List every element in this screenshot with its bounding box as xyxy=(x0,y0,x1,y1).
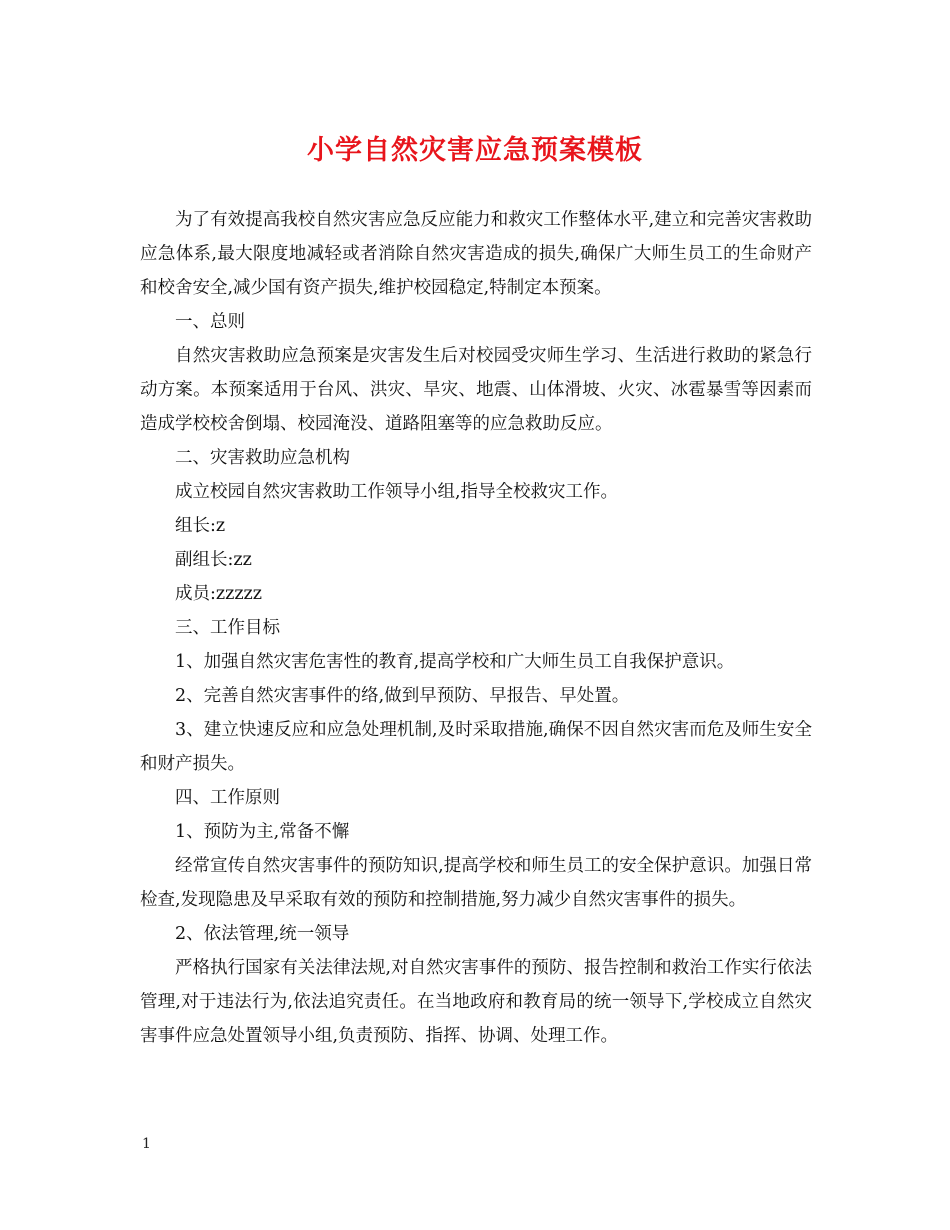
section-heading-organization: 二、灾害救助应急机构 xyxy=(175,448,350,468)
deputy-leader-line: 副组长:zz xyxy=(175,550,252,570)
principle-paragraph-1: 经常宣传自然灾害事件的预防知识,提高学校和师生员工的安全保护意识。加强日常检查,发现隐患及早采取有效的预防和控制措施,努力减少自然灾害事件的损失。 xyxy=(140,856,812,910)
paragraph-general: 自然灾害救助应急预案是灾害发生后对校园受灾师生学习、生活进行救助的紧急行动方案。本预案适用于台风、洪灾、旱灾、地震、山体滑坡、火灾、冰雹暴雪等因素而造成学校校舍倒塌、校园淹没、道路阻塞等的应急救助反应。 xyxy=(140,346,812,434)
leader-line: 组长:z xyxy=(175,516,226,536)
goal-item-3: 3、建立快速反应和应急处理机制,及时采取措施,确保不因自然灾害而危及师生安全和财产损失。 xyxy=(140,720,812,774)
section-heading-principles: 四、工作原则 xyxy=(175,788,280,808)
principle-paragraph-2: 严格执行国家有关法律法规,对自然灾害事件的预防、报告控制和救治工作实行依法管理,对于违法行为,依法追究责任。在当地政府和教育局的统一领导下,学校成立自然灾害事件应急处置领导小组,负责预防、指挥、协调、处理工作。 xyxy=(140,958,812,1046)
section-heading-general: 一、总则 xyxy=(175,312,245,332)
principle-heading-1: 1、预防为主,常备不懈 xyxy=(175,822,350,842)
section-heading-goals: 三、工作目标 xyxy=(175,618,280,638)
page-number: 1 xyxy=(142,1136,151,1152)
document-body xyxy=(140,203,812,1053)
paragraph-intro: 为了有效提高我校自然灾害应急反应能力和救灾工作整体水平,建立和完善灾害救助应急体系,最大限度地减轻或者消除自然灾害造成的损失,确保广大师生员工的生命财产和校舍安全,减少国有资产损失,维护校园稳定,特制定本预案。 xyxy=(140,210,812,298)
goal-item-1: 1、加强自然灾害危害性的教育,提高学校和广大师生员工自我保护意识。 xyxy=(175,652,735,672)
principle-heading-2: 2、依法管理,统一领导 xyxy=(175,924,350,944)
paragraph-organization: 成立校园自然灾害救助工作领导小组,指导全校救灾工作。 xyxy=(175,482,619,502)
members-line: 成员:zzzzz xyxy=(175,584,262,604)
document-title: 小学自然灾害应急预案模板 xyxy=(307,135,643,166)
goal-item-2: 2、完善自然灾害事件的络,做到早预防、早报告、早处置。 xyxy=(175,686,630,706)
